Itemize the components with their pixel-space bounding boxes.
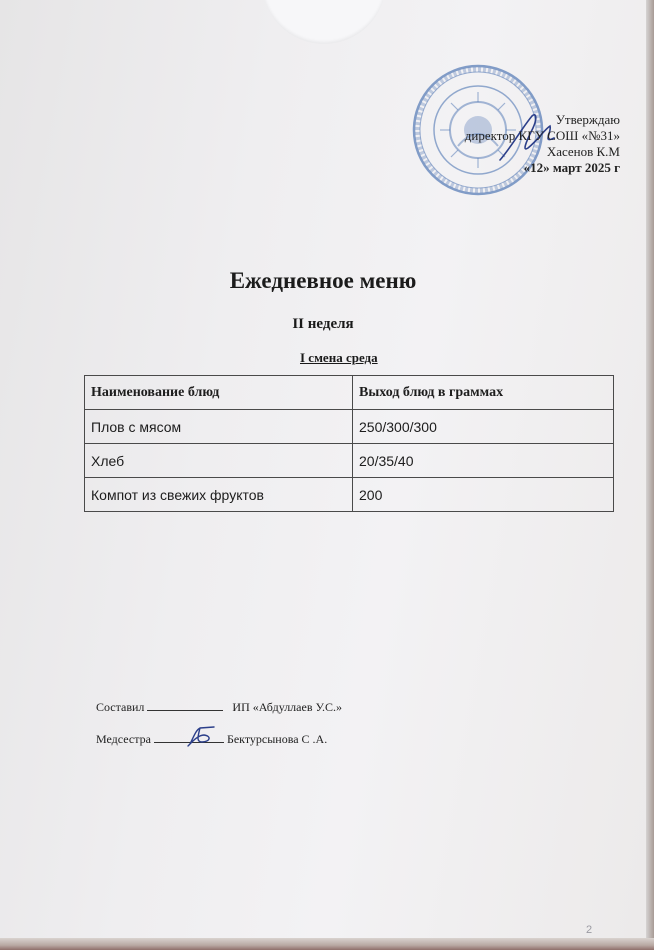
pencil-mark: 2 (586, 924, 593, 936)
approval-line-2: директор КГУ СОШ «№31» (464, 128, 620, 143)
table-row (85, 444, 614, 478)
table-row (85, 410, 614, 444)
signature-line (147, 710, 223, 711)
surface-strip (0, 938, 654, 950)
binder-cutout (262, 0, 386, 44)
dish-name-cell: Плов с мясом (85, 410, 353, 444)
page-title: Ежедневное меню (229, 268, 417, 293)
column-header: Наименование блюд (85, 376, 353, 410)
portion-cell: 250/300/300 (353, 410, 614, 444)
table-row (85, 478, 614, 512)
week-label: II неделя (292, 316, 354, 332)
approval-line-3: Хасенов К.М (546, 144, 620, 159)
nurse-signature-icon (184, 722, 224, 750)
page-edge (646, 0, 654, 940)
portion-cell: 200 (353, 478, 614, 512)
dish-name-cell: Хлеб (85, 444, 353, 478)
column-header: Выход блюд в граммах (353, 376, 614, 410)
bleed-through-text (250, 226, 256, 252)
dish-name-cell: Компот из свежих фруктов (85, 478, 353, 512)
nurse-label: Медсестра (96, 732, 151, 746)
approval-line-1: Утверждаю (555, 112, 620, 127)
portion-cell: 20/35/40 (353, 444, 614, 478)
menu-table (84, 375, 614, 512)
nurse-name: Бектурсынова С .А. (226, 732, 328, 746)
compiled-by-line (96, 700, 342, 715)
shift-label: I смена среда (300, 350, 378, 365)
table-header-row (85, 376, 614, 410)
approval-block (465, 112, 620, 176)
approval-line-4: «12» март 2025 г (523, 160, 620, 175)
compiled-name: ИП «Абдуллаев У.С.» (232, 700, 343, 714)
compiled-label: Составил (96, 700, 145, 714)
